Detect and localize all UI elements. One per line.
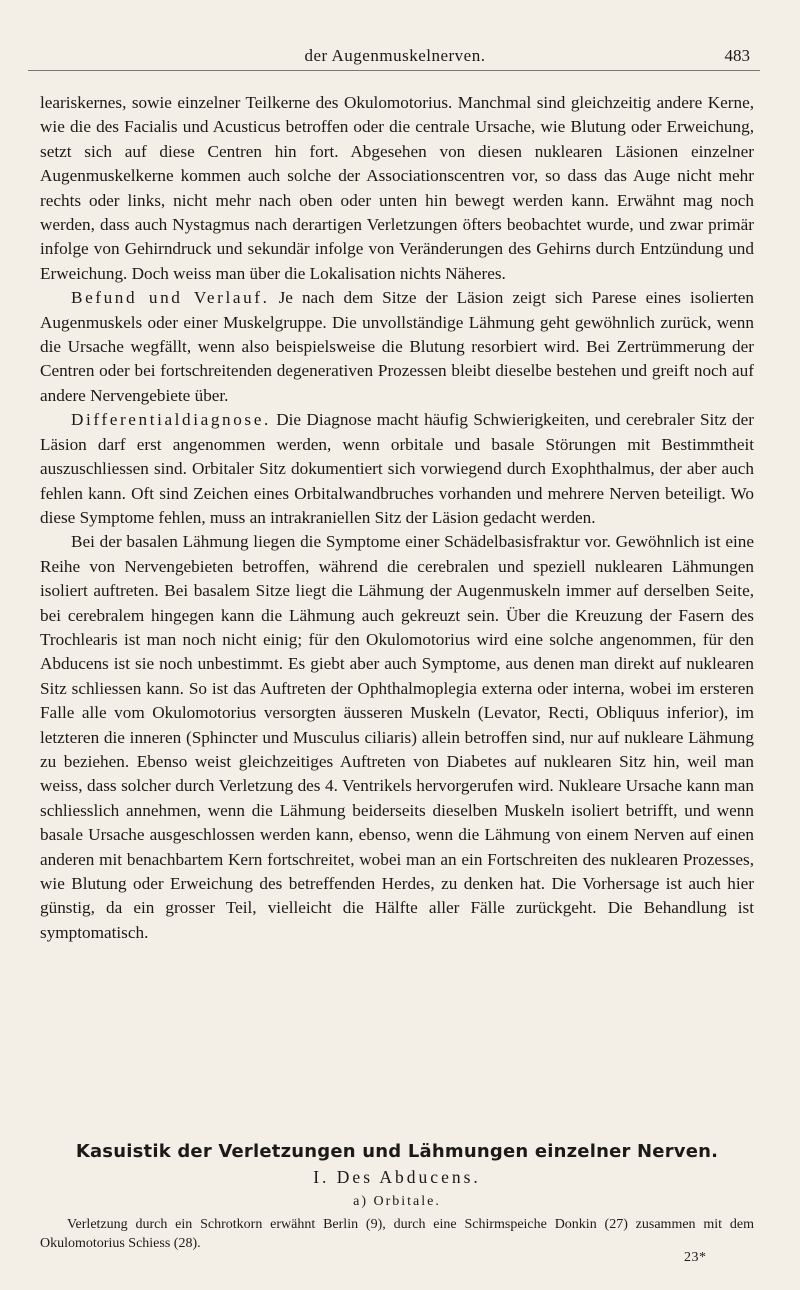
- header-rule: [28, 70, 760, 71]
- page-number: 483: [724, 46, 750, 65]
- body-text: [40, 91, 754, 945]
- befund-lead: Befund und Verlauf.: [71, 288, 270, 308]
- paragraph-1: leariskernes, sowie einzelner Teilkerne des Okulomotorius. Manchmal sind gleichzeitig andere Kerne, wie die des Facialis und Acusticus betroffen oder die centrale Ursache, wie Blutung oder Erweichung, setzt sich auf diese Centren hin fort. Abgesehen von diesen nuklearen Läsionen einzelner Augenmuskelkerne kommen auch solche der Associationscentren vor, so dass das Auge nicht mehr rechts oder links, nicht mehr nach oben oder unten hin bewegt werden kann. Erwähnt mag noch werden, dass auch Nystagmus nach derartigen Verletzungen öfters beobachtet wurde, und zwar primär infolge von Gehirndruck und sekundär infolge von Veränderungen des Gehirns durch Entzündung und Erweichung. Doch weiss man über die Lokalisation nichts Näheres.: [40, 93, 754, 283]
- running-title: der Augenmuskelnerven.: [304, 46, 486, 65]
- subsubsection-heading: a) Orbitale.: [353, 1194, 441, 1209]
- paragraph-differentialdiagnose: [40, 408, 754, 530]
- paragraph-befund: [40, 286, 754, 408]
- differentialdiagnose-text: Die Diagnose macht häufig Schwierigkeiten, und cerebraler Sitz der Läsion darf erst angenommen werden, wenn orbitale und basale Störungen mit Bestimmtheit auszuschliessen sind. Orbitaler Sitz dokumentiert sich vorwiegend durch Exophthalmus, der aber auch fehlen kann. Oft sind Zeichen eines Orbitalwandbruches vorhanden und mehrere Nerven beteiligt. Wo diese Symptome fehlen, muss an intrakraniellen Sitz der Läsion gedacht werden.: [40, 410, 754, 527]
- paragraph-basale-laehmung: Bei der basalen Lähmung liegen die Symptome einer Schädelbasisfraktur vor. Gewöhnlich ist eine Reihe von Nervengebieten betroffen, während die cerebralen und speziell nuklearen Lähmungen isoliert auftreten. Bei basalem Sitze liegt die Lähmung der Augenmuskeln immer auf derselben Seite, bei cerebralem hingegen kann die Lähmung auch gekreuzt sein. Über die Kreuzung der Fasern des Trochlearis ist man noch nicht einig; für den Okulomotorius wird eine solche angenommen, für den Abducens ist sie noch unbestimmt. Es giebt aber auch Symptome, aus denen man direkt auf nuklearen Sitz schliessen kann. So ist das Auftreten der Ophthalmoplegia externa oder interna, wobei im ersteren Falle alle vom Okulomotorius versorgten äusseren Muskeln (Levator, Recti, Obliquus inferior), im letzteren die inneren (Sphincter und Musculus ciliaris) allein betroffen sind, nur auf nukleare Lähmung zu beziehen. Ebenso weist gleichzeitiges Auftreten von Diabetes auf nuklearen Sitz hin, weil man weiss, dass solcher durch Verletzung des 4. Ventrikels hervorgerufen wird. Nukleare Ursache kann man schliesslich annehmen, wenn die Lähmung beiderseits dieselben Muskeln isoliert betrifft, und wenn basale Ursache ausgeschlossen werden kann, ebenso, wenn die Lähmung von einem Nerven auf einen anderen mit benachbartem Kern fortschreitet, wobei man an ein Fortschreiten des nuklearen Prozesses, wie Blutung oder Erweichung des betreffenden Herdes, zu denken hat. Die Vorhersage ist auch hier günstig, da ein grosser Teil, vielleicht die Hälfte aller Fälle zurückgeht. Die Behandlung ist symptomatisch.: [40, 532, 754, 942]
- section-heading: Kasuistik der Verletzungen und Lähmungen einzelner Nerven.: [75, 1141, 719, 1162]
- befund-text: Je nach dem Sitze der Läsion zeigt sich Parese eines isolierten Augenmuskels oder einer Muskelgruppe. Die unvollständige Lähmung geht gewöhnlich zurück, wenn die Ursache wegfällt, wenn also beispielsweise die Blutung resorbiert wird. Bei Zertrümmerung der Centren oder bei fortschreitenden degenerativen Prozessen bleibt dieselbe bestehen und greift noch auf andere Nervengebiete über.: [40, 288, 754, 405]
- running-head: [40, 46, 750, 70]
- differentialdiagnose-lead: Differentialdiagnose.: [71, 410, 271, 430]
- case-notes: [40, 1216, 754, 1253]
- sheet-signature: 23*: [684, 1250, 707, 1265]
- case-note-text: Verletzung durch ein Schrotkorn erwähnt Berlin (9), durch eine Schirmspeiche Donkin (27) zusammen mit dem Okulomotorius Schiess (28).: [40, 1217, 754, 1251]
- subsection-heading: I. Des Abducens.: [313, 1167, 481, 1187]
